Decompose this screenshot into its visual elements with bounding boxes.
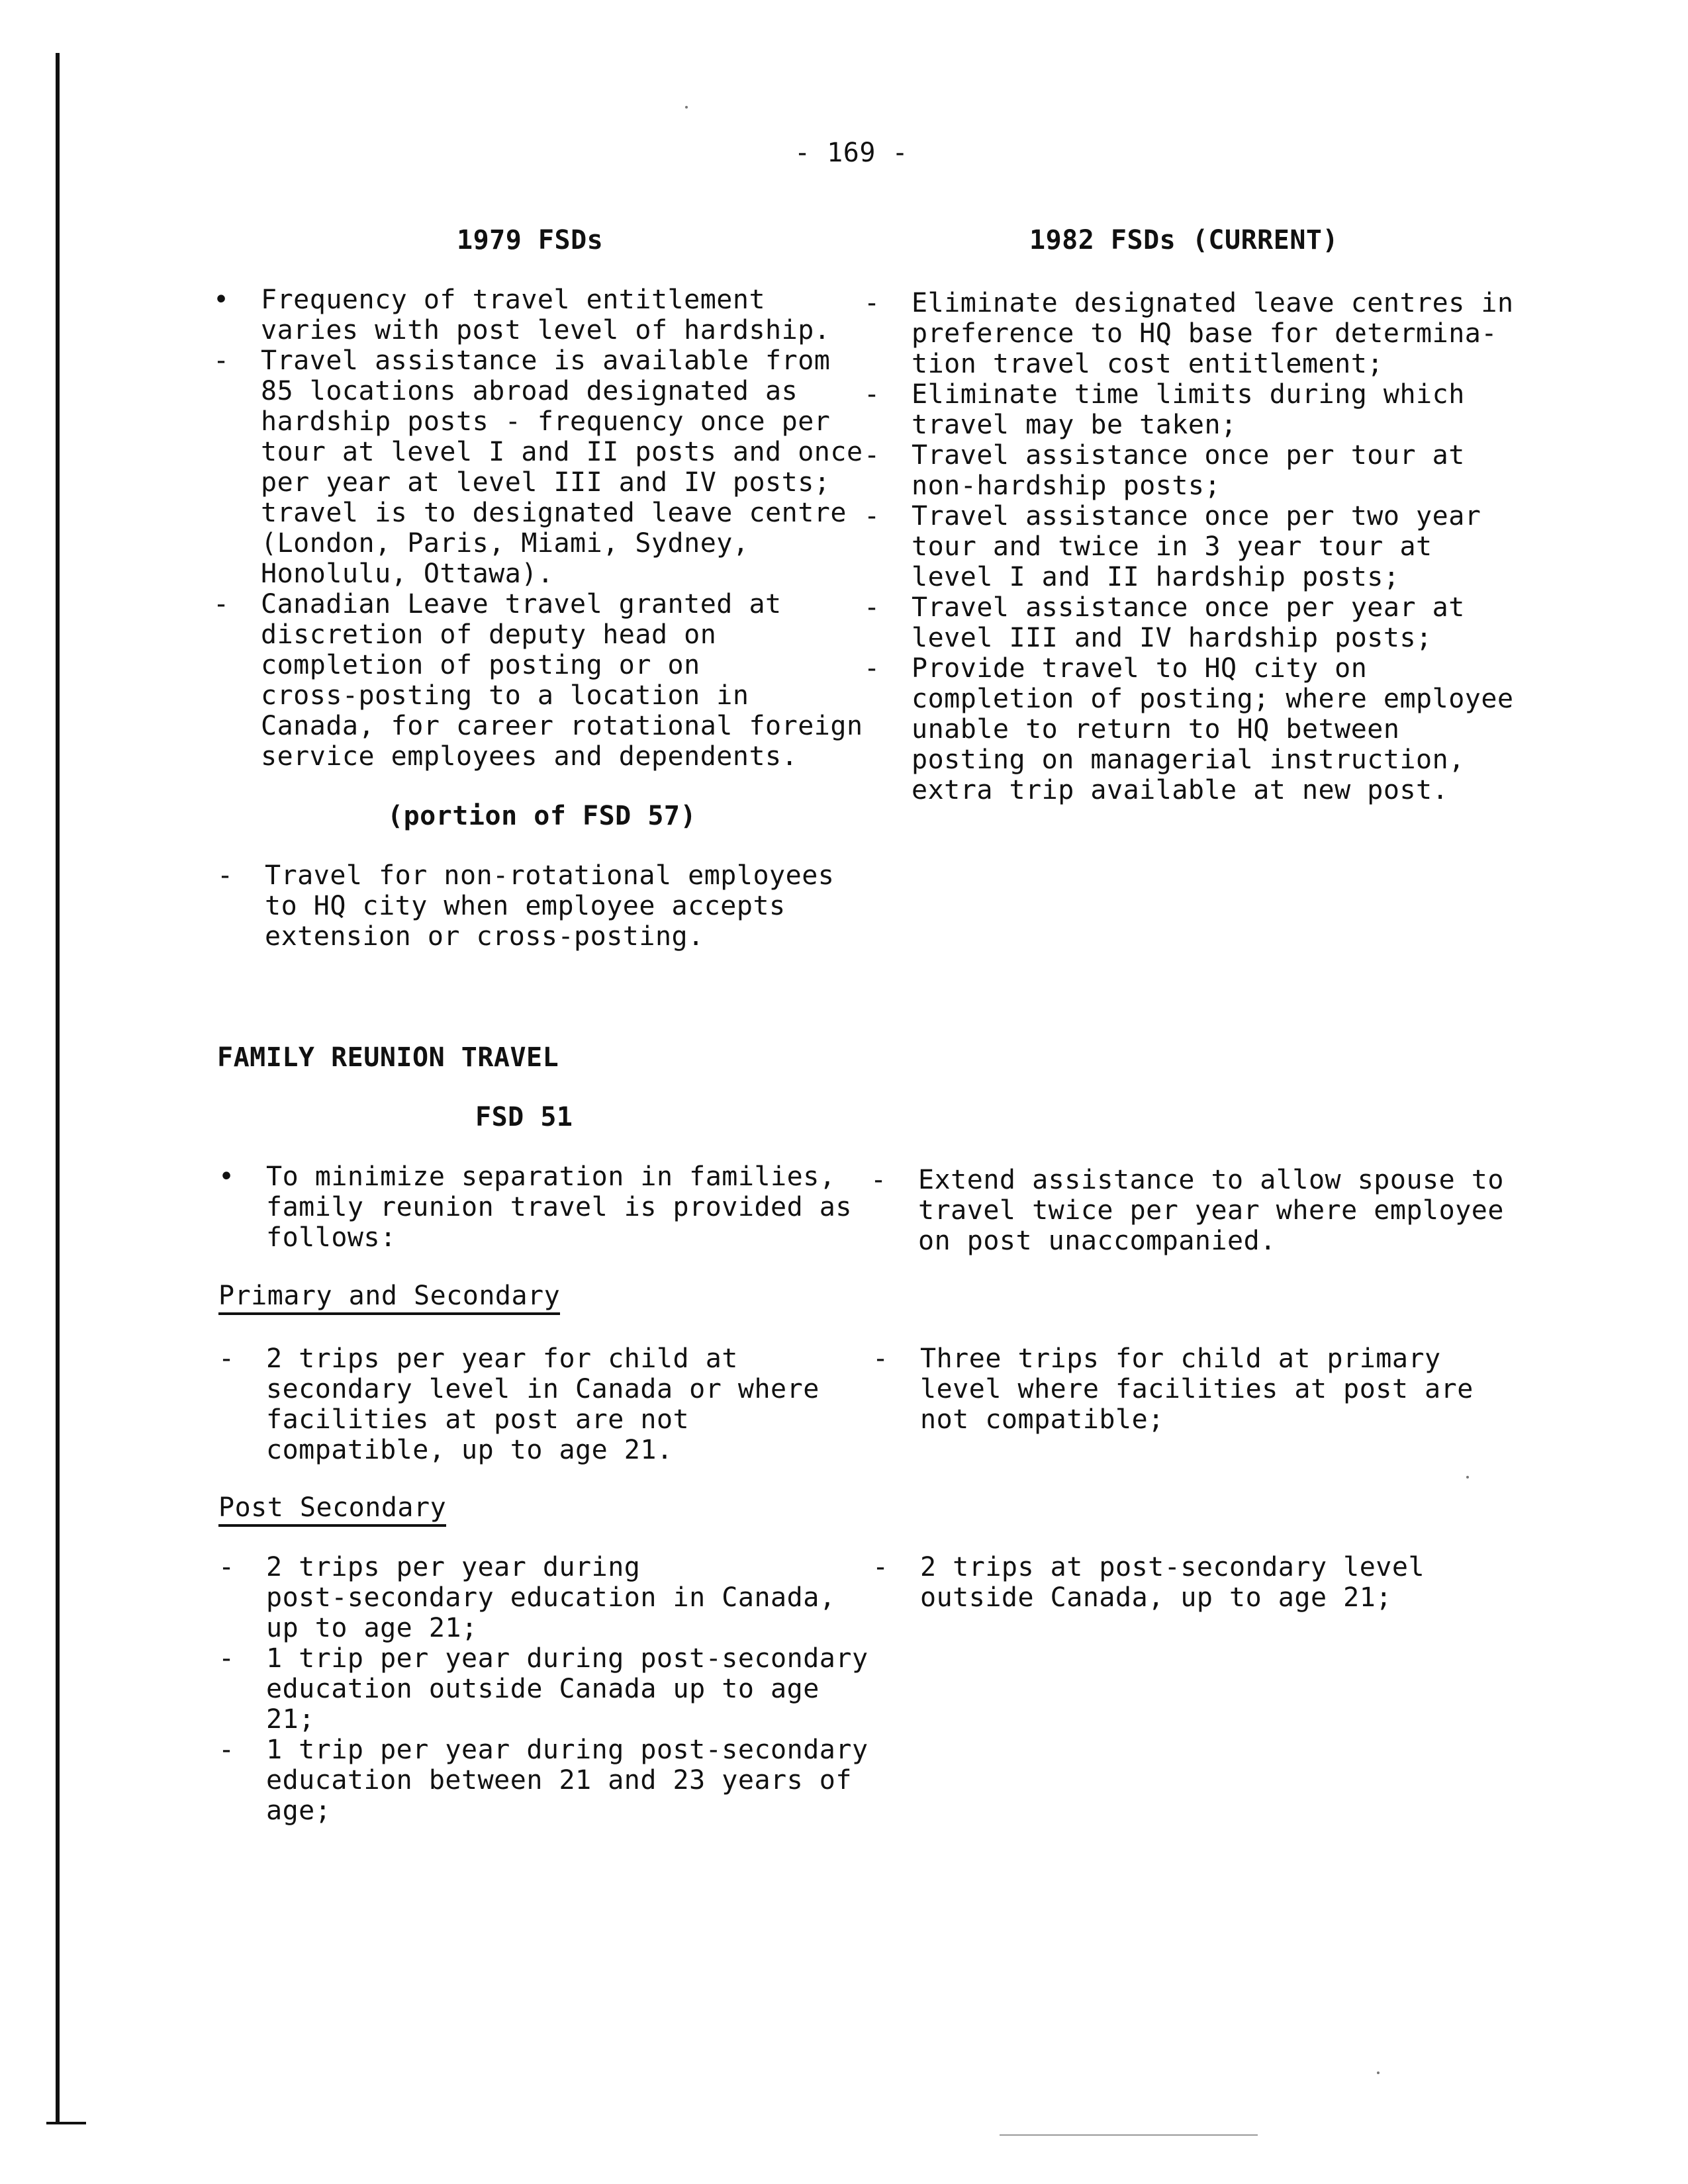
list-item: [218, 1343, 820, 1465]
item-line: travel twice per year where employee: [918, 1195, 1504, 1226]
item-line: non-hardship posts;: [912, 471, 1221, 501]
item-line: Three trips for child at primary: [920, 1343, 1441, 1374]
item-line: extension or cross-posting.: [265, 921, 704, 952]
list-item: [217, 860, 834, 952]
item-line: education outside Canada up to age: [266, 1674, 820, 1704]
dash-marker: -: [872, 1343, 889, 1374]
post-secondary-heading: Post Secondary: [218, 1492, 446, 1527]
list-item: [864, 501, 1514, 592]
item-line: Eliminate time limits during which: [912, 379, 1465, 410]
item-line: Canada, for career rotational foreign: [261, 711, 863, 741]
list-item: [213, 285, 863, 345]
dash-marker: -: [872, 1552, 889, 1582]
item-line: education between 21 and 23 years of: [266, 1765, 852, 1796]
item-line: To minimize separation in families,: [266, 1161, 836, 1192]
item-line: tour at level I and II posts and once: [261, 437, 863, 467]
item-line: family reunion travel is provided as: [266, 1192, 852, 1222]
list-item: [864, 379, 1514, 440]
item-line: Travel assistance once per two year: [912, 501, 1481, 531]
list-item: [218, 1643, 868, 1735]
dash-marker: -: [864, 501, 880, 531]
dash-marker: -: [218, 1552, 235, 1582]
item-line: Travel assistance once per year at: [912, 592, 1465, 623]
item-line: service employees and dependents.: [261, 741, 798, 772]
primary-left-items: [218, 1343, 820, 1465]
item-line: secondary level in Canada or where: [266, 1374, 820, 1404]
list-item: [864, 592, 1514, 653]
item-line: outside Canada, up to age 21;: [920, 1582, 1392, 1613]
dash-marker: -: [864, 653, 880, 684]
item-line: 2 trips at post-secondary level: [920, 1552, 1425, 1582]
dash-marker: -: [213, 345, 230, 376]
item-line: Travel assistance once per tour at: [912, 440, 1465, 471]
list-item: [872, 1343, 1474, 1435]
portion-label: (portion of FSD 57): [387, 801, 697, 831]
list-item: [218, 1552, 868, 1643]
item-line: level III and IV hardship posts;: [912, 623, 1432, 653]
binding-foot-mark: [46, 2122, 86, 2124]
dash-marker: -: [870, 1165, 887, 1195]
item-line: Travel for non-rotational employees: [265, 860, 835, 891]
item-line: Frequency of travel entitlement: [261, 285, 766, 315]
dash-marker: -: [217, 860, 234, 891]
item-line: follows:: [266, 1222, 397, 1253]
item-line: up to age 21;: [266, 1613, 478, 1643]
list-item: [864, 653, 1514, 805]
item-line: travel may be taken;: [912, 410, 1237, 440]
item-line: 2 trips per year for child at: [266, 1343, 738, 1374]
item-line: level I and II hardship posts;: [912, 562, 1400, 592]
left-column-heading: 1979 FSDs: [457, 225, 604, 255]
list-item: [872, 1552, 1425, 1613]
item-line: cross-posting to a location in: [261, 680, 749, 711]
item-line: Extend assistance to allow spouse to: [918, 1165, 1504, 1195]
item-line: unable to return to HQ between: [912, 714, 1400, 745]
speck: [1377, 2071, 1380, 2074]
item-line: (London, Paris, Miami, Sydney,: [261, 528, 749, 559]
item-line: Canadian Leave travel granted at: [261, 589, 782, 619]
list-item: [864, 440, 1514, 501]
dash-marker: -: [213, 589, 230, 619]
left-items-2: [217, 860, 834, 952]
item-line: not compatible;: [920, 1404, 1164, 1435]
item-line: 1 trip per year during post-secondary: [266, 1735, 868, 1765]
dash-marker: -: [218, 1735, 235, 1765]
item-line: travel is to designated leave centre: [261, 498, 847, 528]
list-item: [213, 589, 863, 772]
item-line: tour and twice in 3 year tour at: [912, 531, 1432, 562]
item-line: posting on managerial instruction,: [912, 745, 1465, 775]
item-line: per year at level III and IV posts;: [261, 467, 831, 498]
bullet-icon: •: [213, 285, 230, 315]
dash-marker: -: [218, 1343, 235, 1374]
list-item: [864, 288, 1514, 379]
speck: [685, 106, 688, 109]
item-line: facilities at post are not: [266, 1404, 690, 1435]
list-item: [218, 1735, 868, 1826]
binding-edge: [56, 53, 60, 2124]
item-line: Travel assistance is available from: [261, 345, 831, 376]
item-line: Provide travel to HQ city on: [912, 653, 1368, 684]
item-line: varies with post level of hardship.: [261, 315, 831, 345]
item-line: age;: [266, 1796, 332, 1826]
speck: [1466, 1476, 1469, 1479]
dash-marker: -: [218, 1643, 235, 1674]
post-right-items: [872, 1552, 1425, 1613]
post-left-items: [218, 1552, 868, 1826]
list-item: [213, 345, 863, 589]
primary-secondary-heading: Primary and Secondary: [218, 1281, 560, 1315]
list-item: [870, 1165, 1504, 1256]
item-line: level where facilities at post are: [920, 1374, 1474, 1404]
fsd-label: FSD 51: [475, 1102, 573, 1132]
primary-right-items: [872, 1343, 1474, 1435]
item-line: 1 trip per year during post-secondary: [266, 1643, 868, 1674]
left-items-1: [213, 285, 863, 772]
item-line: 21;: [266, 1704, 315, 1735]
item-line: preference to HQ base for determina-: [912, 318, 1497, 349]
item-line: to HQ city when employee accepts: [265, 891, 786, 921]
item-line: discretion of deputy head on: [261, 619, 717, 650]
dash-marker: -: [864, 288, 880, 318]
family-right-items: [870, 1165, 1504, 1256]
dash-marker: -: [864, 440, 880, 471]
item-line: Eliminate designated leave centres in: [912, 288, 1514, 318]
dash-marker: -: [864, 592, 880, 623]
item-line: hardship posts - frequency once per: [261, 406, 831, 437]
footer-rule: [1000, 2134, 1258, 2136]
item-line: post-secondary education in Canada,: [266, 1582, 836, 1613]
item-line: on post unaccompanied.: [918, 1226, 1276, 1256]
section-title: FAMILY REUNION TRAVEL: [217, 1042, 559, 1073]
item-line: tion travel cost entitlement;: [912, 349, 1383, 379]
item-line: 85 locations abroad designated as: [261, 376, 798, 406]
item-line: compatible, up to age 21.: [266, 1435, 673, 1465]
item-line: completion of posting or on: [261, 650, 700, 680]
bullet-icon: •: [218, 1161, 235, 1192]
item-line: 2 trips per year during: [266, 1552, 641, 1582]
dash-marker: -: [864, 379, 880, 410]
family-left-items: [218, 1161, 852, 1253]
item-line: completion of posting; where employee: [912, 684, 1514, 714]
item-line: extra trip available at new post.: [912, 775, 1449, 805]
right-column-heading: 1982 FSDs (CURRENT): [1029, 225, 1339, 255]
page-number: - 169 -: [794, 138, 909, 168]
item-line: Honolulu, Ottawa).: [261, 559, 554, 589]
list-item: [218, 1161, 852, 1253]
right-items-1: [864, 288, 1514, 805]
